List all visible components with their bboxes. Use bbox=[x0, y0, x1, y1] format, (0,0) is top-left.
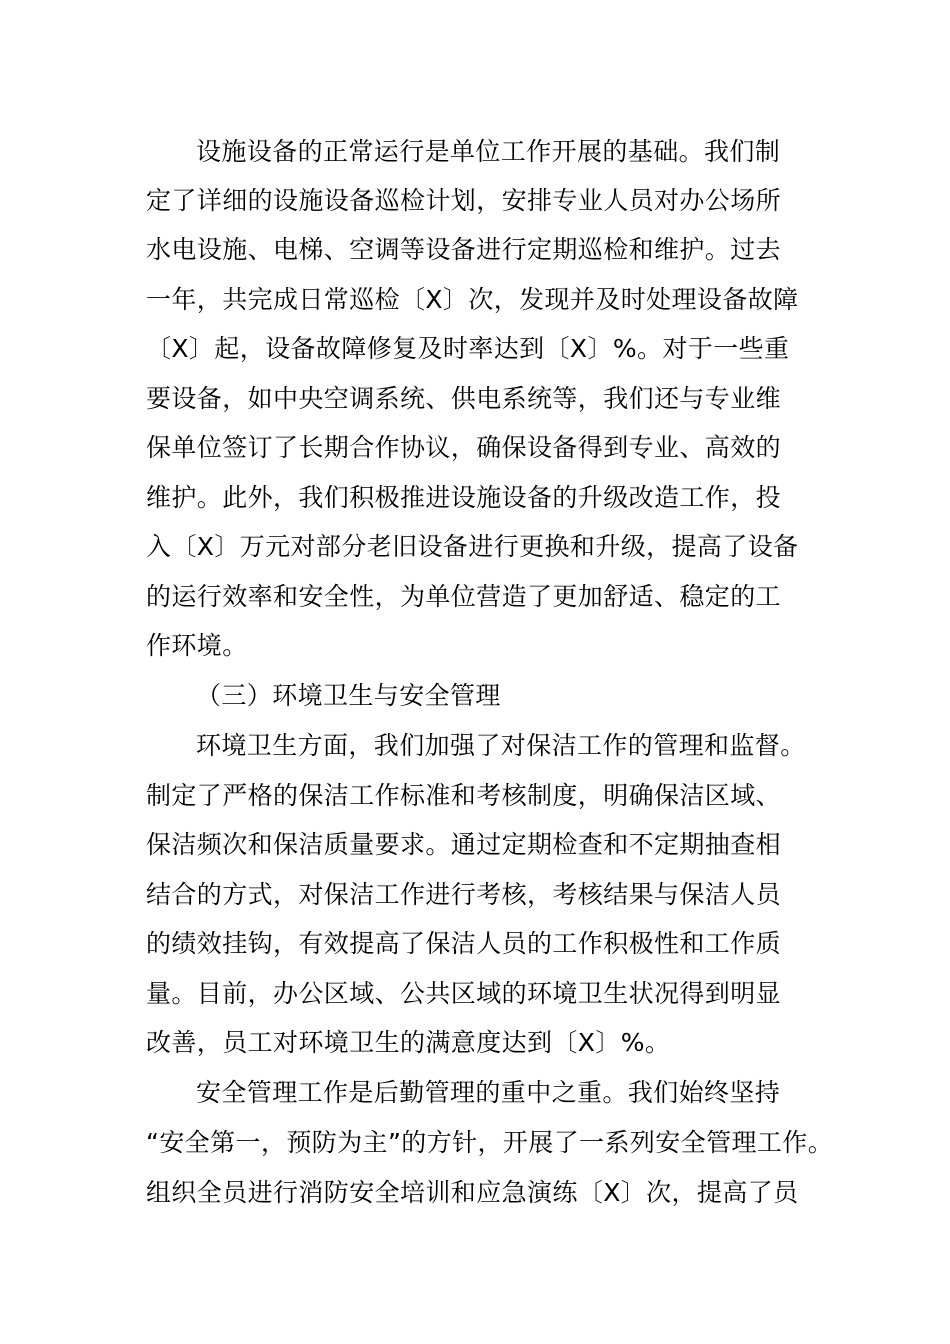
paragraph-3-line: 安全管理工作是后勤管理的重中之重。我们始终坚持 bbox=[196, 1078, 781, 1107]
paragraph-1-line: 定了详细的设施设备巡检计划，安排专业人员对办公场所 bbox=[146, 186, 782, 215]
paragraph-1-line: 作环境。 bbox=[146, 631, 248, 660]
paragraph-1-line: 设施设备的正常运行是单位工作开展的基础。我们制 bbox=[196, 137, 781, 166]
paragraph-1-line: 入〔X〕万元对部分老旧设备进行更换和升级，提高了设备 bbox=[146, 532, 799, 561]
paragraph-3-line: “安全第一，预防为主”的方针，开展了一系列安全管理工作。 bbox=[146, 1128, 834, 1157]
paragraph-1-line: 的运行效率和安全性，为单位营造了更加舒适、稳定的工 bbox=[146, 582, 782, 611]
paragraph-2-line: 量。目前，办公区域、公共区域的环境卫生状况得到明显 bbox=[146, 979, 782, 1008]
paragraph-2-line: 保洁频次和保洁质量要求。通过定期检查和不定期抽查相 bbox=[146, 830, 782, 859]
paragraph-1-line: 水电设施、电梯、空调等设备进行定期巡检和维护。过去 bbox=[146, 235, 782, 264]
paragraph-1-line: 〔X〕起，设备故障修复及时率达到〔X〕%。对于一些重 bbox=[146, 334, 790, 363]
paragraph-1-line: 保单位签订了长期合作协议，确保设备得到专业、高效的 bbox=[146, 433, 782, 462]
paragraph-1-line: 维护。此外，我们积极推进设施设备的升级改造工作，投 bbox=[146, 483, 782, 512]
paragraph-2-line: 改善，员工对环境卫生的满意度达到〔X〕%。 bbox=[146, 1028, 671, 1057]
paragraph-2-line: 环境卫生方面，我们加强了对保洁工作的管理和监督。 bbox=[196, 731, 806, 760]
paragraph-1-line: 一年，共完成日常巡检〔X〕次，发现并及时处理设备故障 bbox=[146, 285, 799, 314]
paragraph-2-line: 制定了严格的保洁工作标准和考核制度，明确保洁区域、 bbox=[146, 781, 782, 810]
paragraph-2-line: 的绩效挂钩，有效提高了保洁人员的工作积极性和工作质 bbox=[146, 929, 782, 958]
paragraph-2-line: 结合的方式，对保洁工作进行考核，考核结果与保洁人员 bbox=[146, 880, 782, 909]
section-heading: （三）环境卫生与安全管理 bbox=[196, 681, 501, 710]
paragraph-3-line: 组织全员进行消防安全培训和应急演练〔X〕次，提高了员 bbox=[146, 1178, 799, 1207]
paragraph-1-line: 要设备，如中央空调系统、供电系统等，我们还与专业维 bbox=[146, 384, 782, 413]
